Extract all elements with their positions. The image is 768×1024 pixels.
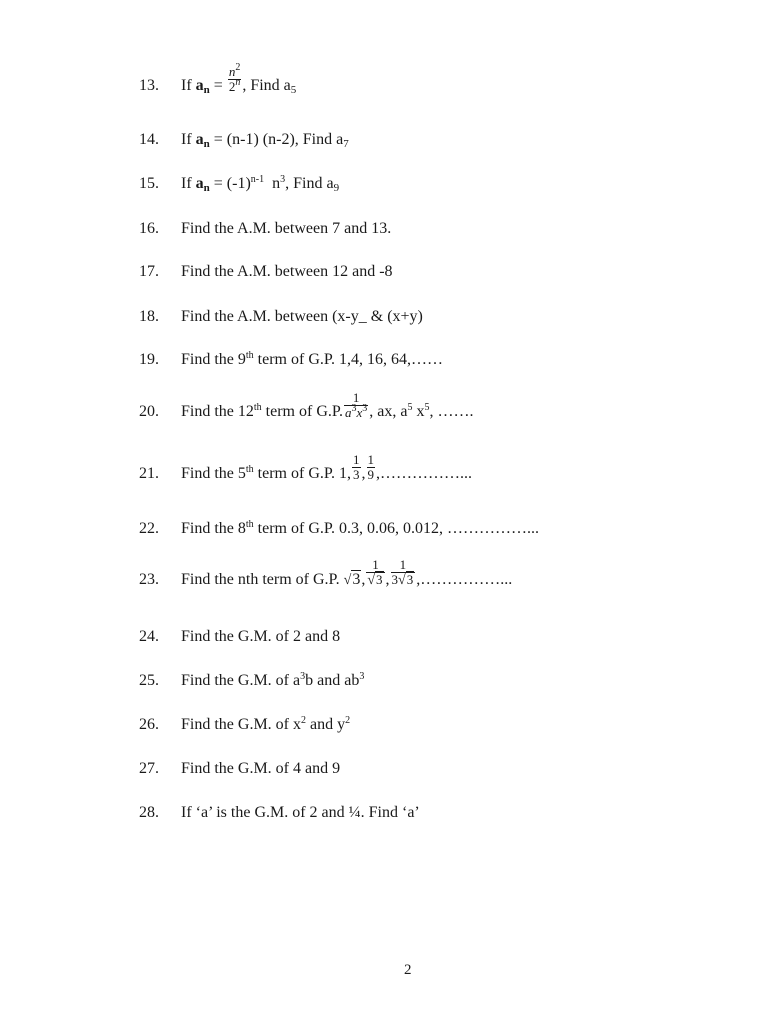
question-text: Find the A.M. between 7 and 13. xyxy=(181,220,392,237)
question-number: 16. xyxy=(139,220,159,237)
fraction: $\frac{1}{3√3}$ xyxy=(391,557,414,589)
question-text: If $a_n$ = $\frac{n^2}{2^n}$ , Find $a_5$ xyxy=(181,61,297,96)
question-text: If $a_n = (n-1)$ (n-2), Find $a_7$ xyxy=(181,131,349,150)
question-number: 13. xyxy=(139,77,159,94)
question-text: Find the G.M. of $x^2$ and $y^2$ xyxy=(181,715,351,733)
question-text: Find the 12th term of G.P. $\frac{1}{a^3x^3}$ , ax, $a^5$ $x^5$, ……. xyxy=(181,389,474,420)
question-text: Find the 8th term of G.P. 0.3, 0.06, 0.012, ……………... xyxy=(181,519,539,537)
question-number: 23. xyxy=(139,571,159,588)
question-text: Find the A.M. between (x-y_ & (x+y) xyxy=(181,308,423,325)
question-text: Find the nth term of G.P. √3, $\frac{1}{√3}$ , $\frac{1}{3√3}$ ,……………... xyxy=(181,570,512,591)
question-text: Find the G.M. of 2 and 8 xyxy=(181,628,341,645)
question-number: 17. xyxy=(139,263,159,280)
question-number: 19. xyxy=(139,351,159,368)
question-number: 15. xyxy=(139,175,159,192)
radical: √3 xyxy=(343,571,361,588)
question-number: 20. xyxy=(139,403,159,420)
question-number: 26. xyxy=(139,716,159,733)
question-number: 14. xyxy=(139,131,159,148)
fraction: $\frac{1}{a^3x^3}$ xyxy=(345,389,368,420)
fraction: $\frac{n^2}{2^n}$ xyxy=(228,61,241,94)
fraction: $\frac{1}{9}$ xyxy=(367,451,374,482)
question-number: 24. xyxy=(139,628,159,645)
question-text: Find the A.M. between 12 and -8 xyxy=(181,263,393,280)
question-number: 28. xyxy=(139,804,159,821)
question-text: Find the G.M. of 4 and 9 xyxy=(181,760,341,777)
question-number: 25. xyxy=(139,672,159,689)
fraction: $\frac{1}{3}$ xyxy=(353,451,360,482)
question-text: If ‘a’ is the G.M. of 2 and ¼. Find ‘a’ xyxy=(181,804,420,821)
question-number: 21. xyxy=(139,465,159,482)
question-text: Find the G.M. of $a^3b$ and $ab^3$ xyxy=(181,671,365,689)
question-number: 27. xyxy=(139,760,159,777)
question-text: Find the 9th term of G.P. 1,4, 16, 64,…… xyxy=(181,350,443,368)
question-text: Find the 5th term of G.P. 1, $\frac{1}{3}$ , $\frac{1}{9}$ ,……………... xyxy=(181,451,472,482)
question-number: 22. xyxy=(139,520,159,537)
fraction: $\frac{1}{√3}$ xyxy=(367,557,383,589)
question-text: If $a_n = (-1)^{n-1}$ $n^3$, Find $a_9$ xyxy=(181,174,340,194)
question-number: 18. xyxy=(139,308,159,325)
